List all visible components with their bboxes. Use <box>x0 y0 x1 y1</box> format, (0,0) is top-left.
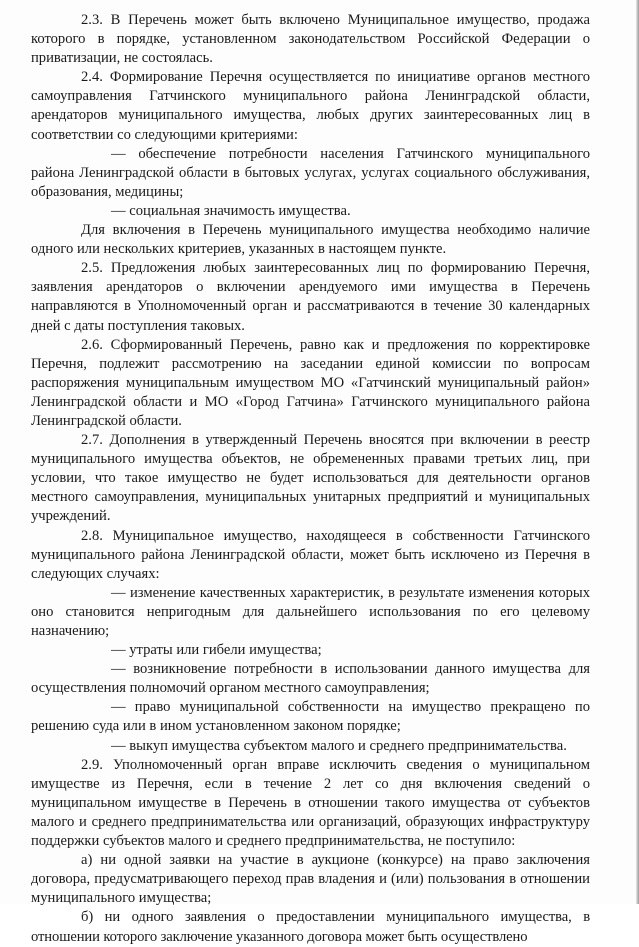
exclusion-case-item: — выкуп имущества субъектом малого и среднего предпринимательства. <box>111 737 567 754</box>
paragraph-2-7: 2.7. Дополнения в утвержденный Перечень вносятся при включении в реестр муниципального имущества объектов, не обремененных правами третьих лиц, при условии, что такое имущество не будет использоваться для деятельности органов местного самоуправления, муниципальных унитарных предприятий и муниципальных учреждений. <box>31 432 590 525</box>
exclusion-case-item: — утраты или гибели имущества; <box>111 642 322 659</box>
exclusion-case-item: — право муниципальной собственности на имущество прекращено по решению суда или в ином установленном законом порядке; <box>31 699 590 735</box>
document-body <box>31 11 590 947</box>
criterion-item: — социальная значимость имущества. <box>111 202 351 219</box>
subparagraph-a: а) ни одной заявки на участие в аукционе (конкурсе) на право заключения договора, предусматривающего переход прав владения и (или) пользования в отношении муниципального имущества; <box>31 852 590 907</box>
criterion-item: — обеспечение потребности населения Гатчинского муниципального района Ленинградской области в бытовых услугах, услугах социального обслуживания, образования, медицины; <box>31 145 590 200</box>
paragraph-2-4: 2.4. Формирование Перечня осуществляется по инициативе органов местного самоуправления Гатчинского муниципального района Ленинградской области, арендаторов муниципального имущества, любых других заинтересованных лиц в соответствии со следующими критериями: <box>31 69 590 143</box>
criteria-note: Для включения в Перечень муниципального имущества необходимо наличие одного или нескольких критериев, указанных в настоящем пункте. <box>31 222 590 258</box>
paragraph-2-6: 2.6. Сформированный Перечень, равно как и предложения по корректировке Перечня, подлежит рассмотрению на заседании единой комиссии по вопросам распоряжения муниципальным имуществом МО «Гатчинский муниципальный район» Ленинградской области и МО «Город Гатчина» Гатчинского муниципального района Ленинградской области. <box>31 336 590 429</box>
paragraph-2-9: 2.9. Уполномоченный орган вправе исключить сведения о муниципальном имуществе из Перечня, если в течение 2 лет со дня включения сведений о муниципальном имуществе в Перечень в отношении такого имущества от субъектов малого и среднего предпринимательства или организаций, образующих инфраструктуру поддержки субъектов малого и среднего предпринимательства, не поступило: <box>31 756 590 850</box>
exclusion-case-item: — возникновение потребности в использовании данного имущества для осуществления полномочий органом местного самоуправления; <box>31 661 590 697</box>
exclusion-case-item: — изменение качественных характеристик, в результате изменения которых оно становится непригодным для дальнейшего использования по его целевому назначению; <box>31 584 590 639</box>
subparagraph-b: б) ни одного заявления о предоставлении муниципального имущества, в отношении которого заключение указанного договора может быть осуществлено <box>31 909 590 945</box>
paragraph-2-3: 2.3. В Перечень может быть включено Муниципальное имущество, продажа которого в порядке, установленном законодательством Российской Федерации о приватизации, не состоялась. <box>31 12 590 67</box>
paragraph-2-8: 2.8. Муниципальное имущество, находящееся в собственности Гатчинского муниципального района Ленинградской области, может быть исключено из Перечня в следующих случаях: <box>31 527 590 582</box>
paragraph-2-5: 2.5. Предложения любых заинтересованных лиц по формированию Перечня, заявления арендаторов о включении арендуемого ими имущества в Перечень направляются в Уполномоченный орган и рассматриваются в течение 30 календарных дней с даты поступления таковых. <box>31 260 590 334</box>
